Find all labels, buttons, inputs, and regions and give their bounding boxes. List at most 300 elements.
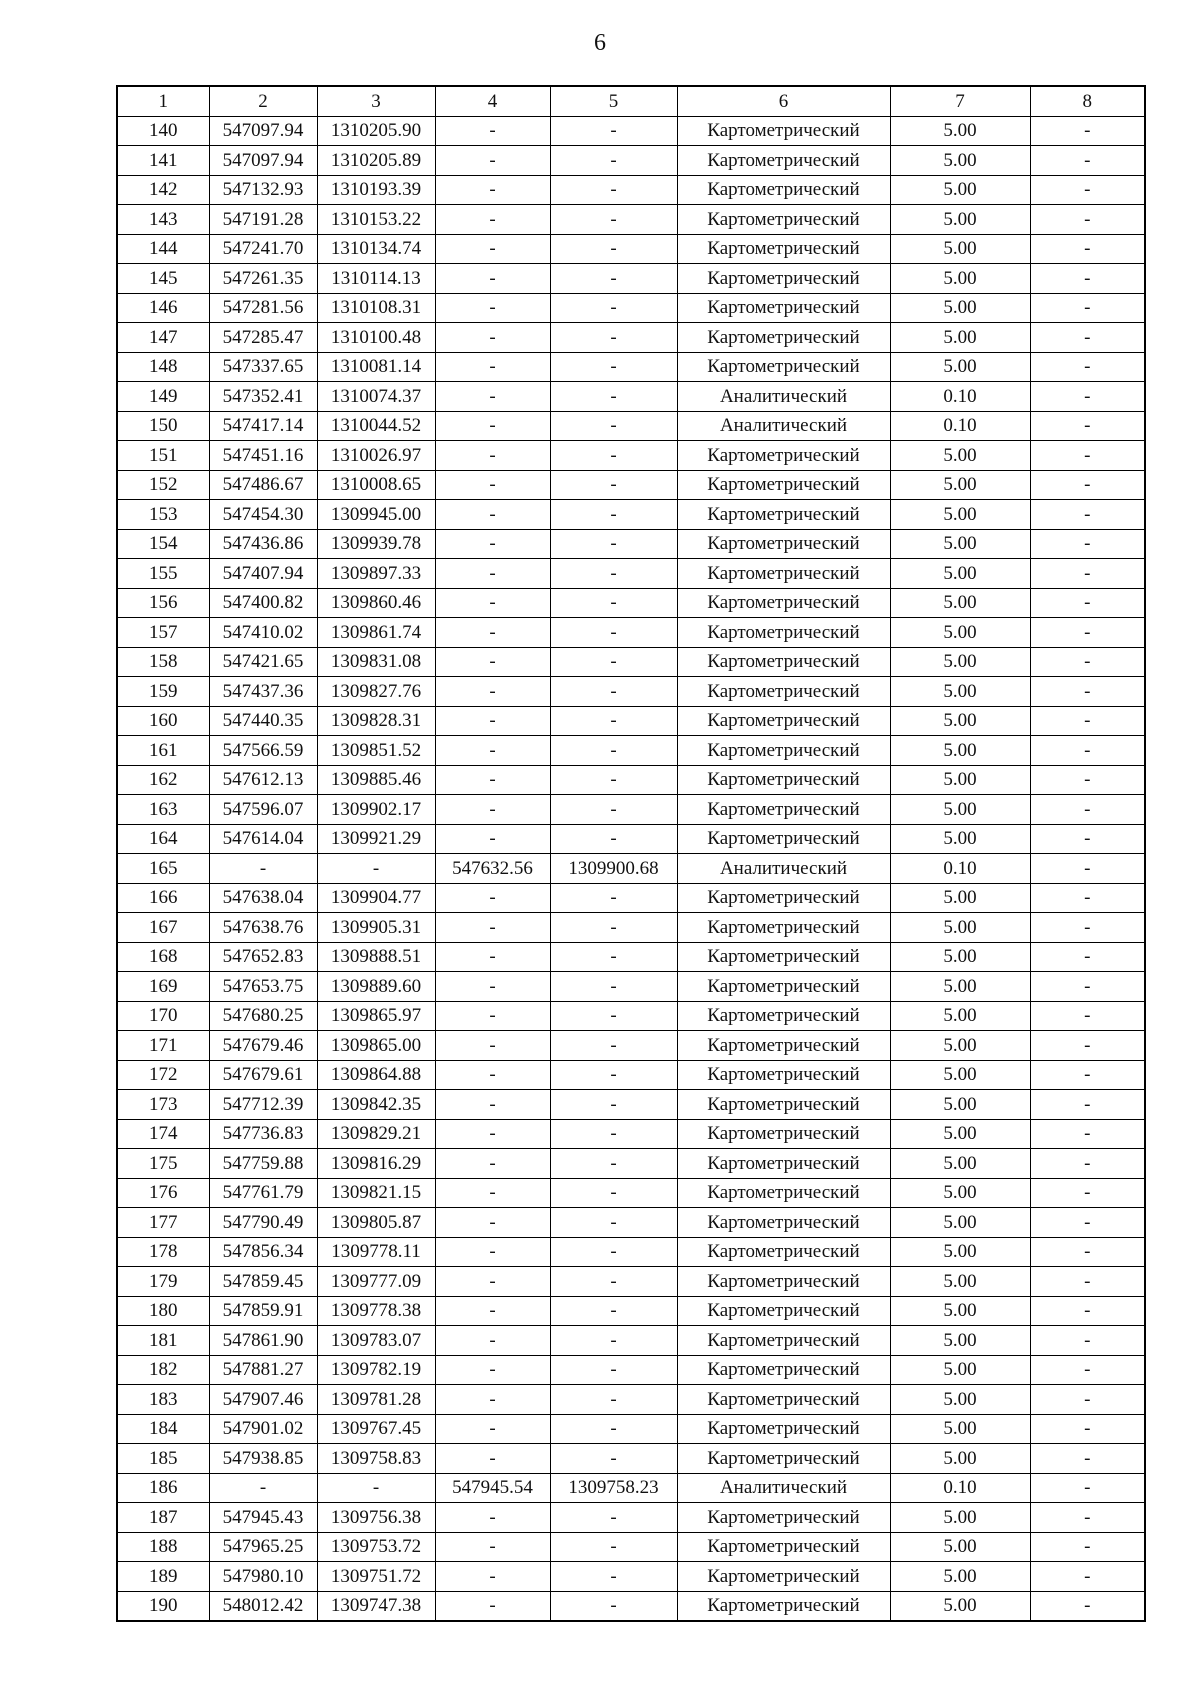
table-cell: - bbox=[435, 1385, 550, 1415]
table-row bbox=[117, 1503, 1145, 1533]
table-row bbox=[117, 234, 1145, 264]
table-cell: - bbox=[435, 1178, 550, 1208]
table-cell: 547337.65 bbox=[209, 352, 317, 382]
table-cell: - bbox=[435, 559, 550, 589]
table-row bbox=[117, 1060, 1145, 1090]
table-cell: 184 bbox=[117, 1414, 209, 1444]
table-cell: - bbox=[1030, 116, 1145, 146]
table-row bbox=[117, 706, 1145, 736]
table-cell: Картометрический bbox=[677, 942, 890, 972]
table-cell: 547907.46 bbox=[209, 1385, 317, 1415]
table-cell: - bbox=[1030, 205, 1145, 235]
table-cell: 1309904.77 bbox=[317, 883, 435, 913]
table-cell: 547653.75 bbox=[209, 972, 317, 1002]
table-cell: 0.10 bbox=[890, 411, 1030, 441]
table-cell: - bbox=[550, 1060, 677, 1090]
table-cell: - bbox=[209, 1473, 317, 1503]
table-cell: 547596.07 bbox=[209, 795, 317, 825]
table-cell: 547285.47 bbox=[209, 323, 317, 353]
table-cell: 5.00 bbox=[890, 1444, 1030, 1474]
table-cell: - bbox=[1030, 824, 1145, 854]
table-cell: 1310205.90 bbox=[317, 116, 435, 146]
table-cell: 158 bbox=[117, 647, 209, 677]
table-cell: 165 bbox=[117, 854, 209, 884]
table-cell: 156 bbox=[117, 588, 209, 618]
table-cell: - bbox=[1030, 264, 1145, 294]
table-cell: 547400.82 bbox=[209, 588, 317, 618]
table-cell: 169 bbox=[117, 972, 209, 1002]
table-cell: 1309753.72 bbox=[317, 1532, 435, 1562]
table-cell: 547241.70 bbox=[209, 234, 317, 264]
table-cell: 547938.85 bbox=[209, 1444, 317, 1474]
table-cell: 149 bbox=[117, 382, 209, 412]
table-cell: 5.00 bbox=[890, 618, 1030, 648]
table-row bbox=[117, 175, 1145, 205]
table-cell: - bbox=[435, 116, 550, 146]
table-cell: 167 bbox=[117, 913, 209, 943]
table-cell: - bbox=[1030, 1208, 1145, 1238]
table-cell: 1309751.72 bbox=[317, 1562, 435, 1592]
table-cell: 1309902.17 bbox=[317, 795, 435, 825]
table-cell: 157 bbox=[117, 618, 209, 648]
table-cell: 0.10 bbox=[890, 382, 1030, 412]
table-cell: 547652.83 bbox=[209, 942, 317, 972]
table-cell: - bbox=[550, 382, 677, 412]
table-cell: 5.00 bbox=[890, 1326, 1030, 1356]
table-cell: - bbox=[435, 677, 550, 707]
table-cell: 547712.39 bbox=[209, 1090, 317, 1120]
table-cell: 188 bbox=[117, 1532, 209, 1562]
table-cell: 162 bbox=[117, 765, 209, 795]
table-cell: 148 bbox=[117, 352, 209, 382]
table-row bbox=[117, 883, 1145, 913]
table-cell: - bbox=[1030, 1503, 1145, 1533]
table-cell: 5.00 bbox=[890, 1414, 1030, 1444]
table-cell: 185 bbox=[117, 1444, 209, 1474]
table-row bbox=[117, 1237, 1145, 1267]
table-cell: 1309864.88 bbox=[317, 1060, 435, 1090]
table-cell: Картометрический bbox=[677, 1414, 890, 1444]
table-cell: Картометрический bbox=[677, 1149, 890, 1179]
table-cell: 547352.41 bbox=[209, 382, 317, 412]
table-row bbox=[117, 293, 1145, 323]
table-cell: 1310026.97 bbox=[317, 441, 435, 471]
table-cell: - bbox=[550, 1208, 677, 1238]
table-cell: 5.00 bbox=[890, 1149, 1030, 1179]
table-cell: 547859.91 bbox=[209, 1296, 317, 1326]
table-cell: - bbox=[1030, 175, 1145, 205]
table-cell: - bbox=[435, 883, 550, 913]
table-cell: Картометрический bbox=[677, 1060, 890, 1090]
table-cell: 153 bbox=[117, 500, 209, 530]
table-cell: - bbox=[550, 116, 677, 146]
table-row bbox=[117, 1532, 1145, 1562]
table-row bbox=[117, 1562, 1145, 1592]
table-cell: 140 bbox=[117, 116, 209, 146]
table-cell: 1310074.37 bbox=[317, 382, 435, 412]
table-cell: Картометрический bbox=[677, 765, 890, 795]
table-cell: 1309921.29 bbox=[317, 824, 435, 854]
table-cell: 1309756.38 bbox=[317, 1503, 435, 1533]
table-cell: 189 bbox=[117, 1562, 209, 1592]
table-cell: - bbox=[550, 883, 677, 913]
table-cell: Картометрический bbox=[677, 1562, 890, 1592]
table-cell: - bbox=[550, 146, 677, 176]
table-row bbox=[117, 1119, 1145, 1149]
table-cell: - bbox=[550, 618, 677, 648]
table-row bbox=[117, 854, 1145, 884]
table-cell: 5.00 bbox=[890, 1119, 1030, 1149]
table-cell: 1310100.48 bbox=[317, 323, 435, 353]
table-row bbox=[117, 1031, 1145, 1061]
table-cell: 5.00 bbox=[890, 1178, 1030, 1208]
table-cell: - bbox=[435, 618, 550, 648]
table-cell: Картометрический bbox=[677, 529, 890, 559]
table-cell: - bbox=[550, 529, 677, 559]
table-cell: - bbox=[1030, 323, 1145, 353]
table-cell: 1310134.74 bbox=[317, 234, 435, 264]
table-cell: - bbox=[550, 1031, 677, 1061]
table-cell: 1309945.00 bbox=[317, 500, 435, 530]
table-cell: - bbox=[1030, 1296, 1145, 1326]
table-row bbox=[117, 1090, 1145, 1120]
table-cell: Картометрический bbox=[677, 1090, 890, 1120]
table-cell: - bbox=[550, 234, 677, 264]
table-cell: 547614.04 bbox=[209, 824, 317, 854]
table-cell: - bbox=[550, 411, 677, 441]
table-cell: 1309860.46 bbox=[317, 588, 435, 618]
table-cell: 547945.43 bbox=[209, 1503, 317, 1533]
table-cell: 5.00 bbox=[890, 883, 1030, 913]
table-cell: 5.00 bbox=[890, 559, 1030, 589]
table-cell: 5.00 bbox=[890, 441, 1030, 471]
table-cell: - bbox=[1030, 146, 1145, 176]
table-cell: - bbox=[550, 175, 677, 205]
table-row bbox=[117, 1385, 1145, 1415]
table-cell: 5.00 bbox=[890, 529, 1030, 559]
table-row bbox=[117, 972, 1145, 1002]
table-cell: Картометрический bbox=[677, 1444, 890, 1474]
table-cell: 5.00 bbox=[890, 913, 1030, 943]
table-cell: 1309885.46 bbox=[317, 765, 435, 795]
table-cell: 173 bbox=[117, 1090, 209, 1120]
table-cell: 5.00 bbox=[890, 352, 1030, 382]
column-header: 2 bbox=[209, 86, 317, 116]
table-cell: 5.00 bbox=[890, 677, 1030, 707]
table-cell: 5.00 bbox=[890, 1208, 1030, 1238]
table-body bbox=[117, 116, 1145, 1621]
table-cell: - bbox=[1030, 500, 1145, 530]
table-cell: - bbox=[1030, 795, 1145, 825]
table-cell: - bbox=[435, 1090, 550, 1120]
table-cell: 547856.34 bbox=[209, 1237, 317, 1267]
table-cell: 1309828.31 bbox=[317, 706, 435, 736]
table-cell: 547191.28 bbox=[209, 205, 317, 235]
table-cell: 5.00 bbox=[890, 765, 1030, 795]
table-cell: 152 bbox=[117, 470, 209, 500]
table-cell: Картометрический bbox=[677, 1296, 890, 1326]
table-cell: 1310153.22 bbox=[317, 205, 435, 235]
table-row bbox=[117, 1296, 1145, 1326]
table-cell: - bbox=[435, 205, 550, 235]
table-cell: 547440.35 bbox=[209, 706, 317, 736]
table-cell: - bbox=[435, 146, 550, 176]
table-cell: Картометрический bbox=[677, 736, 890, 766]
table-cell: 547638.04 bbox=[209, 883, 317, 913]
table-cell: 547281.56 bbox=[209, 293, 317, 323]
table-cell: 171 bbox=[117, 1031, 209, 1061]
table-cell: 5.00 bbox=[890, 706, 1030, 736]
table-cell: - bbox=[550, 441, 677, 471]
table-cell: 5.00 bbox=[890, 1296, 1030, 1326]
table-cell: 183 bbox=[117, 1385, 209, 1415]
table-cell: - bbox=[550, 706, 677, 736]
table-cell: 547421.65 bbox=[209, 647, 317, 677]
table-cell: - bbox=[1030, 1562, 1145, 1592]
table-cell: 182 bbox=[117, 1355, 209, 1385]
table-cell: - bbox=[435, 1532, 550, 1562]
table-cell: - bbox=[1030, 529, 1145, 559]
table-cell: - bbox=[550, 913, 677, 943]
table-row bbox=[117, 736, 1145, 766]
table-row bbox=[117, 1355, 1145, 1385]
table-cell: 5.00 bbox=[890, 1060, 1030, 1090]
table-cell: - bbox=[550, 1090, 677, 1120]
table-cell: - bbox=[550, 293, 677, 323]
table-cell: - bbox=[1030, 913, 1145, 943]
table-cell: 1309865.97 bbox=[317, 1001, 435, 1031]
table-row bbox=[117, 647, 1145, 677]
table-cell: - bbox=[550, 500, 677, 530]
table-cell: 1309905.31 bbox=[317, 913, 435, 943]
table-cell: - bbox=[1030, 1031, 1145, 1061]
table-cell: 1309778.38 bbox=[317, 1296, 435, 1326]
table-row bbox=[117, 1001, 1145, 1031]
table-row bbox=[117, 942, 1145, 972]
table-cell: - bbox=[1030, 736, 1145, 766]
table-cell: Картометрический bbox=[677, 293, 890, 323]
table-cell: 1309842.35 bbox=[317, 1090, 435, 1120]
table-cell: 1309758.83 bbox=[317, 1444, 435, 1474]
table-cell: 5.00 bbox=[890, 116, 1030, 146]
table-cell: Картометрический bbox=[677, 1237, 890, 1267]
table-cell: 179 bbox=[117, 1267, 209, 1297]
table-cell: 5.00 bbox=[890, 647, 1030, 677]
table-cell: 141 bbox=[117, 146, 209, 176]
table-cell: Картометрический bbox=[677, 1001, 890, 1031]
table-cell: 186 bbox=[117, 1473, 209, 1503]
table-row bbox=[117, 1444, 1145, 1474]
table-cell: 547486.67 bbox=[209, 470, 317, 500]
table-cell: - bbox=[550, 972, 677, 1002]
table-cell: 1309747.38 bbox=[317, 1591, 435, 1621]
table-cell: Картометрический bbox=[677, 470, 890, 500]
table-cell: Картометрический bbox=[677, 441, 890, 471]
table-cell: Картометрический bbox=[677, 264, 890, 294]
table-cell: 5.00 bbox=[890, 1001, 1030, 1031]
table-row bbox=[117, 529, 1145, 559]
table-cell: Картометрический bbox=[677, 1591, 890, 1621]
table-cell: - bbox=[435, 913, 550, 943]
coordinates-table bbox=[116, 85, 1146, 1622]
table-cell: 159 bbox=[117, 677, 209, 707]
table-cell: 5.00 bbox=[890, 1503, 1030, 1533]
table-cell: 190 bbox=[117, 1591, 209, 1621]
table-cell: - bbox=[435, 795, 550, 825]
table-cell: - bbox=[1030, 1444, 1145, 1474]
table-cell: 1309888.51 bbox=[317, 942, 435, 972]
table-row bbox=[117, 824, 1145, 854]
table-cell: 0.10 bbox=[890, 854, 1030, 884]
table-cell: 5.00 bbox=[890, 293, 1030, 323]
table-cell: - bbox=[1030, 1355, 1145, 1385]
table-cell: 547566.59 bbox=[209, 736, 317, 766]
table-row bbox=[117, 1414, 1145, 1444]
table-row bbox=[117, 205, 1145, 235]
table-cell: - bbox=[435, 293, 550, 323]
table-cell: 547097.94 bbox=[209, 146, 317, 176]
table-cell: - bbox=[435, 264, 550, 294]
table-cell: - bbox=[550, 1385, 677, 1415]
table-cell: - bbox=[435, 529, 550, 559]
table-row bbox=[117, 765, 1145, 795]
table-cell: 1309897.33 bbox=[317, 559, 435, 589]
table-cell: 1309827.76 bbox=[317, 677, 435, 707]
table-cell: 1309861.74 bbox=[317, 618, 435, 648]
table-cell: 5.00 bbox=[890, 1090, 1030, 1120]
table-cell: - bbox=[550, 647, 677, 677]
table-cell: Картометрический bbox=[677, 323, 890, 353]
column-header: 7 bbox=[890, 86, 1030, 116]
table-row bbox=[117, 382, 1145, 412]
table-cell: - bbox=[1030, 854, 1145, 884]
table-cell: - bbox=[1030, 706, 1145, 736]
table-cell: 1309758.23 bbox=[550, 1473, 677, 1503]
table-cell: 1310205.89 bbox=[317, 146, 435, 176]
table-cell: - bbox=[550, 352, 677, 382]
table-cell: 5.00 bbox=[890, 470, 1030, 500]
table-cell: - bbox=[1030, 618, 1145, 648]
table-cell: 1310081.14 bbox=[317, 352, 435, 382]
table-cell: - bbox=[550, 1355, 677, 1385]
table-cell: - bbox=[1030, 1591, 1145, 1621]
table-cell: 547679.61 bbox=[209, 1060, 317, 1090]
table-cell: 547736.83 bbox=[209, 1119, 317, 1149]
column-header: 4 bbox=[435, 86, 550, 116]
table-cell: 178 bbox=[117, 1237, 209, 1267]
table-cell: 5.00 bbox=[890, 234, 1030, 264]
table-cell: 5.00 bbox=[890, 1355, 1030, 1385]
table-cell: - bbox=[435, 500, 550, 530]
table-cell: - bbox=[435, 765, 550, 795]
table-cell: - bbox=[1030, 441, 1145, 471]
table-cell: 547761.79 bbox=[209, 1178, 317, 1208]
table-row bbox=[117, 559, 1145, 589]
table-cell: - bbox=[550, 323, 677, 353]
table-cell: - bbox=[435, 706, 550, 736]
table-cell: 5.00 bbox=[890, 1562, 1030, 1592]
table-cell: - bbox=[1030, 1119, 1145, 1149]
table-cell: 547261.35 bbox=[209, 264, 317, 294]
table-cell: 1309777.09 bbox=[317, 1267, 435, 1297]
table-cell: - bbox=[1030, 883, 1145, 913]
table-cell: 1309783.07 bbox=[317, 1326, 435, 1356]
table-cell: - bbox=[435, 470, 550, 500]
table-cell: Картометрический bbox=[677, 559, 890, 589]
table-cell: - bbox=[317, 1473, 435, 1503]
table-cell: 1309900.68 bbox=[550, 854, 677, 884]
table-row bbox=[117, 795, 1145, 825]
table-row bbox=[117, 264, 1145, 294]
table-cell: - bbox=[435, 1562, 550, 1592]
table-cell: - bbox=[1030, 382, 1145, 412]
table-cell: 547901.02 bbox=[209, 1414, 317, 1444]
table-cell: - bbox=[550, 1444, 677, 1474]
table-cell: 1310114.13 bbox=[317, 264, 435, 294]
table-cell: - bbox=[550, 559, 677, 589]
table-cell: 5.00 bbox=[890, 942, 1030, 972]
table-cell: - bbox=[550, 1001, 677, 1031]
table-cell: - bbox=[550, 470, 677, 500]
table-cell: - bbox=[435, 411, 550, 441]
table-cell: - bbox=[550, 1119, 677, 1149]
table-cell: 5.00 bbox=[890, 323, 1030, 353]
table-cell: 547679.46 bbox=[209, 1031, 317, 1061]
table-cell: - bbox=[550, 1267, 677, 1297]
table-cell: Картометрический bbox=[677, 913, 890, 943]
table-cell: Картометрический bbox=[677, 1267, 890, 1297]
column-header: 8 bbox=[1030, 86, 1145, 116]
table-cell: 1310008.65 bbox=[317, 470, 435, 500]
table-row bbox=[117, 500, 1145, 530]
table-cell: 1309831.08 bbox=[317, 647, 435, 677]
column-header: 3 bbox=[317, 86, 435, 116]
table-cell: Картометрический bbox=[677, 1532, 890, 1562]
table-cell: Картометрический bbox=[677, 1385, 890, 1415]
table-cell: 1309829.21 bbox=[317, 1119, 435, 1149]
table-row bbox=[117, 411, 1145, 441]
table-cell: - bbox=[1030, 234, 1145, 264]
table-cell: - bbox=[550, 1591, 677, 1621]
table-cell: 1309816.29 bbox=[317, 1149, 435, 1179]
table-cell: - bbox=[1030, 1149, 1145, 1179]
table-cell: - bbox=[435, 1267, 550, 1297]
table-cell: Картометрический bbox=[677, 706, 890, 736]
table-cell: - bbox=[1030, 765, 1145, 795]
table-cell: - bbox=[1030, 972, 1145, 1002]
table-cell: - bbox=[550, 1503, 677, 1533]
table-cell: - bbox=[435, 1591, 550, 1621]
table-cell: 154 bbox=[117, 529, 209, 559]
table-cell: - bbox=[435, 1355, 550, 1385]
table-cell: 142 bbox=[117, 175, 209, 205]
table-cell: 181 bbox=[117, 1326, 209, 1356]
table-cell: 161 bbox=[117, 736, 209, 766]
table-cell: - bbox=[550, 1237, 677, 1267]
table-cell: - bbox=[435, 647, 550, 677]
table-row bbox=[117, 323, 1145, 353]
table-cell: Картометрический bbox=[677, 205, 890, 235]
table-cell: - bbox=[435, 234, 550, 264]
table-cell: - bbox=[1030, 1532, 1145, 1562]
table-cell: Картометрический bbox=[677, 352, 890, 382]
table-cell: - bbox=[435, 323, 550, 353]
column-header: 1 bbox=[117, 86, 209, 116]
table-cell: - bbox=[435, 736, 550, 766]
table-cell: 547759.88 bbox=[209, 1149, 317, 1179]
table-cell: - bbox=[1030, 647, 1145, 677]
table-cell: 5.00 bbox=[890, 795, 1030, 825]
